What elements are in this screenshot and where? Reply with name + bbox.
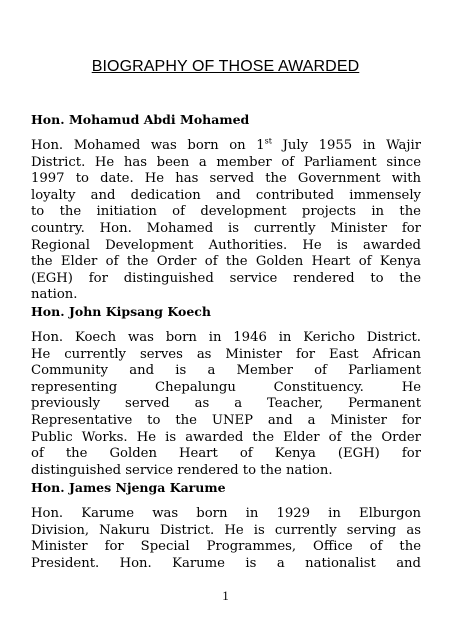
paragraph-line: of the Golden Heart of Kenya (EGH) for bbox=[31, 446, 421, 462]
paragraph-line: (EGH) for distinguished service rendered to the bbox=[31, 270, 421, 286]
paragraph-line: Community and is a Member of Parliament bbox=[31, 363, 421, 379]
paragraph-line: He currently serves as Minister for East African bbox=[31, 346, 421, 362]
paragraph-line: Representative to the UNEP and a Minister for bbox=[31, 412, 421, 428]
paragraph-line: to the initiation of development projects in the bbox=[31, 204, 421, 220]
section-heading-mohamud-abdi-mohamed: Hon. Mohamud Abdi Mohamed bbox=[31, 112, 250, 127]
document-title: BIOGRAPHY OF THOSE AWARDED bbox=[91, 58, 360, 75]
paragraph-line: Hon. Mohamed was born on 1st July 1955 in Wajir bbox=[31, 138, 421, 153]
paragraph-line: District. He has been a member of Parliament since bbox=[31, 154, 421, 170]
paragraph-line: previously served as a Teacher, Permanent bbox=[31, 396, 421, 412]
paragraph-line: President. Hon. Karume is a nationalist and bbox=[31, 555, 421, 571]
section-heading-john-kipsang-koech: Hon. John Kipsang Koech bbox=[31, 304, 211, 319]
paragraph-line: distinguished service rendered to the nation. bbox=[31, 462, 333, 478]
section-paragraph-mohamud-abdi-mohamed bbox=[31, 138, 421, 304]
paragraph-line: Division, Nakuru District. He is currently serving as bbox=[31, 522, 421, 538]
section-paragraph-james-njenga-karume bbox=[31, 506, 421, 572]
paragraph-line: loyalty and dedication and contributed immensely bbox=[31, 187, 421, 203]
section-paragraph-john-kipsang-koech bbox=[31, 330, 421, 479]
section-heading-james-njenga-karume: Hon. James Njenga Karume bbox=[31, 480, 226, 495]
paragraph-line: the Elder of the Order of the Golden Heart of Kenya bbox=[31, 254, 421, 270]
paragraph-line: 1997 to date. He has served the Government with bbox=[31, 171, 421, 187]
paragraph-line: Hon. Karume was born in 1929 in Elburgon bbox=[31, 506, 421, 521]
paragraph-line: Hon. Koech was born in 1946 in Kericho District. bbox=[31, 330, 421, 345]
paragraph-line: country. Hon. Mohamed is currently Minister for bbox=[31, 220, 421, 236]
paragraph-line: Minister for Special Programmes, Office of the bbox=[31, 539, 421, 555]
paragraph-line: representing Chepalungu Constituency. He bbox=[31, 379, 421, 395]
paragraph-line: nation. bbox=[31, 287, 78, 303]
page-number: 1 bbox=[222, 588, 229, 603]
paragraph-line: Regional Development Authorities. He is awarded bbox=[31, 237, 421, 253]
paragraph-line: Public Works. He is awarded the Elder of the Order bbox=[31, 429, 421, 445]
